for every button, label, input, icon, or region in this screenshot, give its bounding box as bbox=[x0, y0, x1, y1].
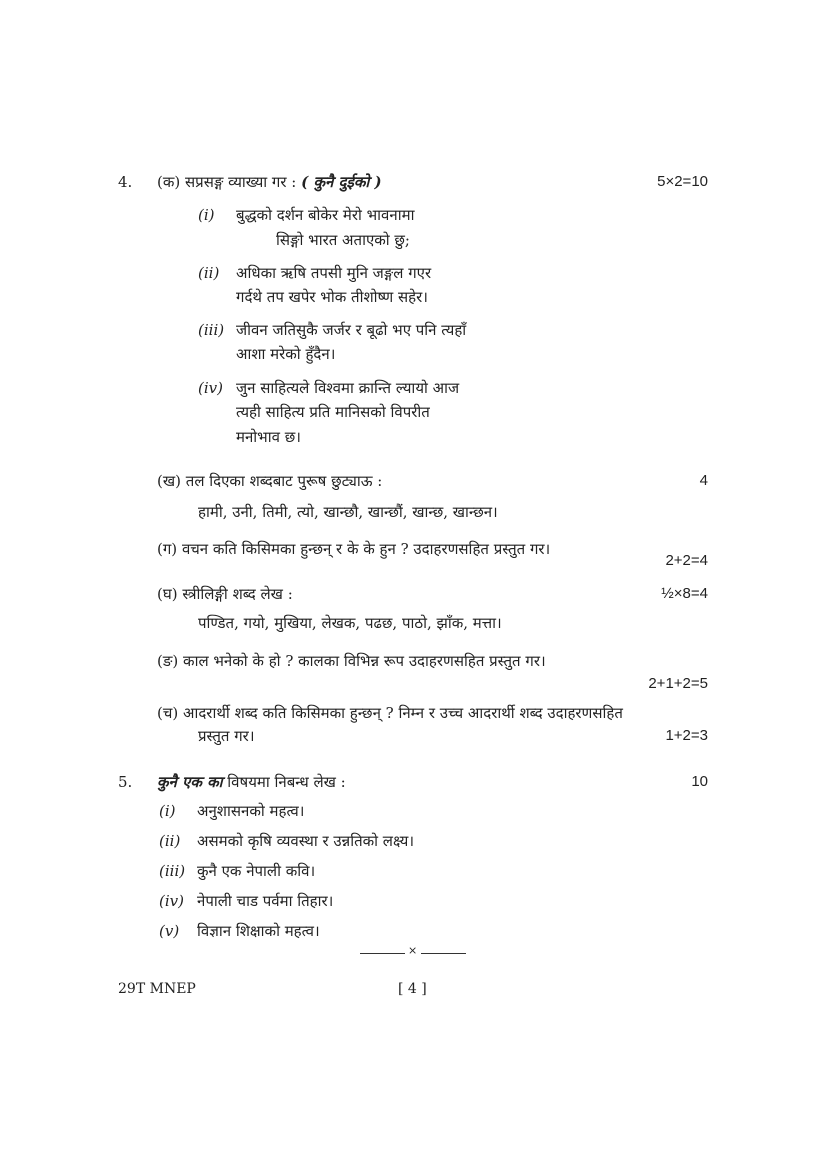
question-number: 5. bbox=[118, 773, 133, 791]
label: (ग) bbox=[157, 540, 178, 558]
emphasis: ( कुनै दुईको ) bbox=[301, 173, 382, 191]
instruction-cont: प्रस्तुत गर। bbox=[198, 727, 255, 745]
verse-line: आशा मरेको हुँदैन। bbox=[236, 345, 336, 363]
instruction: विषयमा निबन्ध लेख : bbox=[227, 773, 346, 791]
subquestion-kha bbox=[157, 471, 382, 491]
marks: 2+1+2=5 bbox=[648, 675, 708, 692]
essay-topic: नेपाली चाड पर्वमा तिहार। bbox=[197, 892, 334, 910]
item-label: (iv) bbox=[198, 379, 223, 397]
marks: 1+2=3 bbox=[665, 727, 708, 744]
emphasis: कुनै एक का bbox=[157, 773, 223, 791]
instruction: वचन कति किसिमका हुन्छन् र के के हुन ? उदाहरणसहित प्रस्तुत गर। bbox=[181, 540, 551, 558]
verse-line: त्यही साहित्य प्रति मानिसको विपरीत bbox=[236, 403, 430, 421]
question-5-instruction bbox=[157, 772, 346, 792]
essay-topic: अनुशासनको महत्व। bbox=[197, 802, 305, 820]
verse-line: मनोभाव छ। bbox=[236, 428, 301, 446]
verse-line: बुद्धको दर्शन बोकेर मेरो भावनामा bbox=[236, 206, 415, 224]
essay-topic: असमको कृषि व्यवस्था र उन्नतिको लक्ष्य। bbox=[197, 832, 415, 850]
subquestion-cha bbox=[157, 703, 623, 723]
word-list: हामी, उनी, तिमी, त्यो, खान्छौ, खान्छौं, खान्छ, खान्छन। bbox=[198, 503, 498, 521]
marks: 5×2=10 bbox=[657, 173, 708, 190]
item-label: (iv) bbox=[159, 892, 184, 910]
item-label: (ii) bbox=[198, 264, 220, 282]
paper-code: 29T MNEP bbox=[118, 981, 196, 997]
subquestion-ka bbox=[157, 172, 382, 192]
verse-line: जीवन जतिसुकै जर्जर र बूढो भए पनि त्यहाँ bbox=[236, 321, 467, 339]
verse-line: जुन साहित्यले विश्वमा क्रान्ति ल्यायो आज bbox=[236, 379, 460, 397]
label: (घ) bbox=[157, 585, 178, 603]
instruction: तल दिएका शब्दबाट पुरूष छुट्याऊ : bbox=[185, 472, 383, 490]
end-separator bbox=[360, 944, 466, 957]
instruction: सप्रसङ्ग व्याख्या गर : bbox=[185, 173, 297, 191]
label: (ङ) bbox=[157, 652, 179, 670]
instruction: काल भनेको के हो ? कालका विभिन्न रूप उदाहरणसहित प्रस्तुत गर। bbox=[183, 652, 546, 670]
marks: 2+2=4 bbox=[665, 552, 708, 569]
label: (ख) bbox=[157, 472, 181, 490]
page-number: [ 4 ] bbox=[398, 981, 427, 997]
verse-line: गर्दथे तप खपेर भोक तीशोष्ण सहेर। bbox=[236, 288, 428, 306]
essay-topic: कुनै एक नेपाली कवि। bbox=[197, 862, 316, 880]
item-label: (i) bbox=[159, 802, 176, 820]
item-label: (i) bbox=[198, 206, 215, 224]
item-label: (v) bbox=[159, 922, 180, 940]
marks: ½×8=4 bbox=[661, 585, 708, 602]
instruction: स्त्रीलिङ्गी शब्द लेख : bbox=[182, 585, 293, 603]
verse-line: सिङ्गो भारत अताएको छु; bbox=[276, 231, 410, 249]
item-label: (ii) bbox=[159, 832, 181, 850]
essay-topic: विज्ञान शिक्षाको महत्व। bbox=[197, 922, 320, 940]
marks: 10 bbox=[691, 773, 708, 790]
item-label: (iii) bbox=[198, 321, 225, 339]
separator-mark: × bbox=[408, 944, 418, 957]
subquestion-ga bbox=[157, 539, 550, 559]
label: (च) bbox=[157, 704, 179, 722]
subquestion-gha bbox=[157, 584, 293, 604]
instruction: आदरार्थी शब्द कति किसिमका हुन्छन् ? निम्न र उच्च आदरार्थी शब्द उदाहरणसहित bbox=[183, 704, 623, 722]
question-number: 4. bbox=[118, 173, 133, 191]
item-label: (iii) bbox=[159, 862, 186, 880]
marks: 4 bbox=[699, 472, 708, 489]
word-list: पण्डित, गयो, मुखिया, लेखक, पढछ, पाठो, झाँक, मत्ता। bbox=[198, 614, 502, 632]
subquestion-nga bbox=[157, 651, 546, 671]
verse-line: अधिका ऋषि तपसी मुनि जङ्गल गएर bbox=[236, 264, 432, 282]
label: (क) bbox=[157, 173, 181, 191]
